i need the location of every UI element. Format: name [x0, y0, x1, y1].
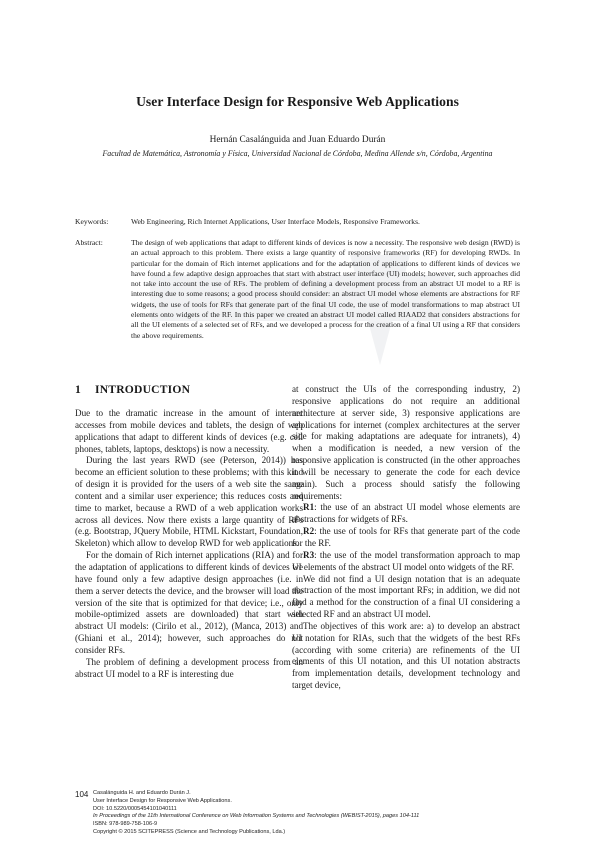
- authors: Hernán Casalánguida and Juan Eduardo Durán: [209, 135, 386, 145]
- section-number: 1: [75, 383, 81, 396]
- abstract-text: The design of web applications that adapt to different kinds of devices is now a necessity. The responsive web design (RWD) is an actual approach to this problem. There exists a large quantity of responsive frameworks (RF) for developing RWDs. In particular for the domain of Rich internet applications and for the adaptation of applications to different kinds of devices we have found a few adaptive design approaches that start with abstract user interface (UI) models; however, such approaches did not take into account the use of RFs. The problem of defining a development process from an abstract UI model to a RF is interesting due to some reasons; a good process should consider: an abstract UI model whose elements are abstractions for RF widgets, the use of tools for RFs that generate part of the final UI code, the use of model transformations to map abstract UI elements onto widgets of the RF. In this paper we created an abstract UI model called RIAAD2 that considers abstractions for all the UI elements of a selected set of RFs, and we developed a process for the creation of a final UI using a RF that considers the above requirements.: [131, 238, 520, 340]
- left-column: [75, 408, 303, 680]
- section-title: INTRODUCTION: [95, 383, 191, 396]
- affiliation: Facultad de Matemática, Astronomía y Física, Universidad Nacional de Córdoba, Medina Allende s/n, Córdoba, Argentina: [102, 149, 493, 158]
- requirement-label: R1: [303, 502, 315, 513]
- paragraph: The problem of defining a development process from an abstract UI model to a RF is interesting due: [75, 656, 303, 679]
- requirement-text: : the use of an abstract UI model whose elements are abstractions for widgets of RFs.: [292, 502, 520, 525]
- keywords-label: Keywords:: [75, 217, 109, 226]
- footer-line: ISBN: 978-989-758-106-9: [93, 821, 158, 828]
- section-heading: [75, 383, 190, 396]
- keywords-text: Web Engineering, Rich Internet Applications, User Interface Models, Responsive Frameworks.: [131, 217, 420, 226]
- requirement-r1: [292, 502, 520, 526]
- paragraph: For the domain of Rich internet applications (RIA) and for the adaptation of applications to different kinds of devices we have found only a few adaptive design approaches (i.e. in them a server detects the device, and the browser will load the version of the site that is optimized for that device; i.e., only mobile-optimized assets are downloaded) that start with abstract UI models: (Cirilo et al., 2012), (Manca, 2013) and (Ghiani et al., 2014); however, such approaches do not consider RFs.: [75, 550, 303, 655]
- requirement-text: : the use of the model transformation approach to map UI elements of the abstract UI model onto widgets of the RF.: [292, 549, 520, 572]
- paragraph: at construct the UIs of the corresponding industry, 2) responsive applications do not require an additional architecture at server side, 3) responsive applications are applications for internet (complex architectures at the server side for making adaptations are adequate for intranets), 4) when a modification is needed, a new version of the responsive application is constructed (in the other approaches it will be necessary to generate the code for each device again). Such a process should satisfy the following requirements:: [292, 384, 520, 501]
- requirement-label: R3: [303, 549, 315, 560]
- requirement-label: R2: [303, 526, 315, 537]
- footer-line: DOI: 10.5220/0005454101040111: [93, 805, 177, 812]
- footer-line: Casalánguida H. and Eduardo Durán J.: [93, 790, 191, 796]
- footer-line: User Interface Design for Responsive Web Applications.: [93, 797, 232, 804]
- requirement-text: : the use of tools for RFs that generate part of the code for the RF.: [292, 526, 520, 548]
- footer-line: Copyright © 2015 SCITEPRESS (Science and Technology Publications, Lda.): [93, 828, 286, 835]
- abstract-label: Abstract:: [75, 238, 103, 247]
- paper-title: User Interface Design for Responsive Web Applications: [136, 94, 459, 109]
- paragraph: The objectives of this work are: a) to develop an abstract UI notation for RIAs, such that the widgets of the best RFs (according with some criteria) are refinements of the UI elements of this UI notation, and this UI notation abstracts from implementation details, development technology and target device,: [292, 620, 520, 691]
- paragraph: During the last years RWD (see (Peterson, 2014)) has become an efficient solution to these problems; with this kind of design it is provided for the users of a web site the same content and a similar user experience; this reduces costs and time to market, because a RWD of a web application works across all devices. Now there exists a large quantity of RFs (e.g. Bootstrap, JQuery Mobile, HTML Kickstart, Foundation, Skeleton) which allow to develop RWD for web applications.: [75, 455, 303, 549]
- paragraph: Due to the dramatic increase in the amount of internet accesses from mobile devices and tablets, the design of web applications that adapt to different kinds of devices (e.g. cell phones, tablets, laptops, desktops) is now a necessity.: [75, 408, 303, 454]
- requirement-r3: [292, 550, 520, 574]
- right-column: [292, 384, 520, 692]
- footer-line: In Proceedings of the 11th International Conference on Web Information Systems and Technologies (WEBIST-2015), pages 104-111: [93, 813, 420, 820]
- citation-footer: [93, 790, 419, 837]
- paragraph: We did not find a UI design notation that is an adequate abstraction of the most important RFs; in addition, we did not find a method for the construction of a final UI considering a selected RF and an abstract UI model.: [292, 573, 520, 620]
- requirement-r2: [292, 526, 520, 550]
- page-number: 104: [75, 790, 89, 799]
